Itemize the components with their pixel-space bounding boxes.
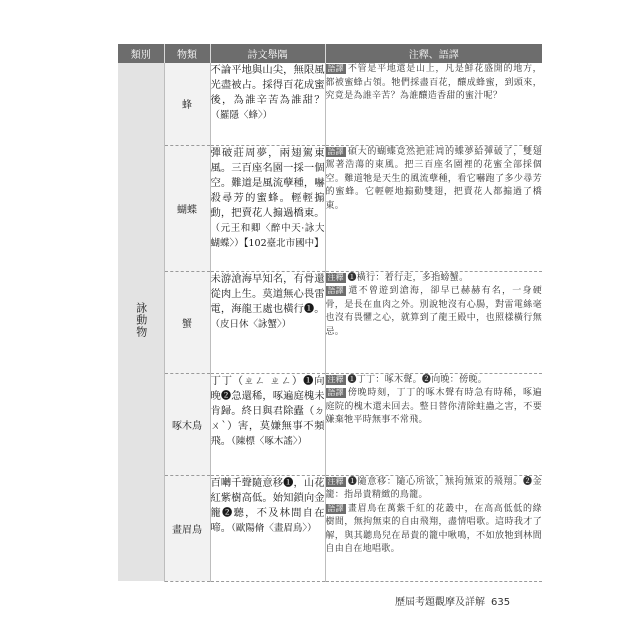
exam-reference: 【102臺北市國中】 (243, 237, 324, 249)
page-footer (395, 593, 510, 608)
note-cell (325, 271, 542, 373)
poem-source: （元王和卿〈醉中天·詠大蝴蝶〉） (210, 222, 325, 249)
note-cell (325, 475, 542, 581)
type-cell: 蜂 (164, 63, 210, 145)
note-line (326, 63, 543, 104)
note-line (326, 272, 543, 286)
type-cell: 啄木鳥 (164, 373, 210, 475)
poem-source: （羅隱〈蜂〉） (210, 110, 273, 121)
note-line (326, 285, 543, 339)
header-poem: 詩文舉隅 (210, 44, 325, 63)
poem-cell (210, 271, 325, 373)
type-cell: 蝴蝶 (164, 145, 210, 271)
note-text: 傍晚時刻，丁丁的啄木聲有時急有時稀，啄遍庭院的槐木還未回去。整日替你清除蛀蟲之害，不要嫌棄牠平時無事不常飛。 (325, 388, 542, 426)
translation-tag: 語譯 (327, 388, 344, 398)
poem-source: （歐陽脩〈畫眉鳥〉） (231, 522, 317, 534)
poem-text: 不論平地與山尖，無限風光盡被占。採得百花成蜜後，為誰辛苦為誰甜？ (210, 64, 325, 106)
table-row (118, 475, 542, 581)
page-number: 635 (491, 597, 511, 608)
note-text: 畫眉鳥在萬紫千紅的花叢中，在高高低低的綠樹間，無拘無束的自由飛翔，盡情唱歌。這時我才了解，與其聽鳥兒在昂貴的籠中啾鳴，不如放牠到林間自由自在地唱歌。 (325, 503, 542, 555)
poem-cell (210, 145, 325, 271)
poem-source: （陳標〈啄木謠〉） (231, 435, 308, 447)
translation-tag: 語譯 (327, 146, 344, 156)
table-row (118, 271, 542, 373)
note-text: 碩大的蝴蝶竟然把莊周的蝶夢給彈破了，雙翅駕著浩蕩的東風。把三百座名園裡的花蜜全部採個空。難道牠是天生的風流孽種，看它嚇跑了多少尋芳的蜜蜂。它輕輕地搧動雙翅，把賣花人都搧過了橋東。 (325, 146, 542, 211)
category-label: 詠動物 (134, 302, 148, 338)
header-type: 物類 (164, 44, 210, 63)
poetry-table (118, 44, 542, 582)
poem-cell (210, 475, 325, 581)
note-line (326, 476, 543, 503)
poem-cell (210, 63, 325, 145)
note-cell (325, 145, 542, 271)
translation-tag: 語譯 (327, 503, 344, 513)
note-text: 還不曾遊到滄海，卻早已赫赫有名，一身硬骨，是長在血肉之外。別說牠沒有心腸，對雷電絲毫也沒有畏懼之心，就算到了龍王殿中，也照樣橫行無忌。 (325, 286, 542, 337)
table-row (118, 63, 542, 145)
poem-cell (210, 373, 325, 475)
note-cell (325, 373, 542, 475)
footer-title: 歷屆考題觀摩及詳解 (395, 597, 485, 608)
category-cell (118, 63, 164, 581)
poem-text: 百囀千聲隨意移❶，山花紅紫樹高低。始知鎖向金籠❷聽，不及林間自在啼。 (210, 476, 325, 534)
poem-text: 丁丁（ㄓㄥ ㄓㄥ）❶向晚❷急還稀，啄遍庭槐未肯歸。終日與君除蠹（ㄉㄨˋ）害，莫嫌無事不頻飛。 (210, 374, 325, 447)
note-line (326, 374, 543, 388)
type-cell: 畫眉鳥 (164, 475, 210, 581)
note-text: ❶隨意移：隨心所欲，無拘無束的飛翔。❷金籠：指昂貴精緻的鳥籠。 (325, 476, 542, 501)
poem-text: 彈破莊周夢，兩翅駕東風。三百座名園一採一個空。難道是風流孽種，嚇殺尋芳的蜜蜂。輕輕搧動，把賣花人搧過橋東。 (210, 146, 325, 219)
note-line (326, 503, 543, 557)
poem-text: 未游滄海早知名，有骨還從肉上生。莫道無心畏雷電，海龍王處也橫行❶。 (210, 272, 325, 315)
header-note: 注釋、語譯 (325, 44, 542, 63)
annotation-tag: 注釋 (327, 374, 344, 384)
translation-tag: 語譯 (327, 64, 344, 73)
poem-source: （皮日休〈詠蟹〉） (210, 318, 292, 330)
type-cell: 蟹 (164, 271, 210, 373)
table-row (118, 145, 542, 271)
table-header-row (118, 44, 542, 63)
note-line (326, 387, 543, 428)
note-text: ❶橫行：着行走，多指螃蟹。 (347, 272, 469, 283)
annotation-tag: 注釋 (327, 272, 344, 282)
note-text: ❶丁丁：啄木聲。❷向晚：傍晚。 (347, 374, 488, 385)
note-line (326, 146, 543, 214)
note-cell (325, 63, 542, 145)
header-category: 類別 (118, 44, 164, 63)
translation-tag: 語譯 (327, 286, 344, 296)
annotation-tag: 注釋 (327, 476, 344, 486)
table-row (118, 373, 542, 475)
note-text: 不管是平地還是山上，凡是鮮花盛開的地方，都被蜜蜂占領。牠們採盡百花，釀成蜂蜜，到頭來，究竟是為誰辛苦？為誰釀造香甜的蜜汁呢？ (325, 64, 542, 102)
